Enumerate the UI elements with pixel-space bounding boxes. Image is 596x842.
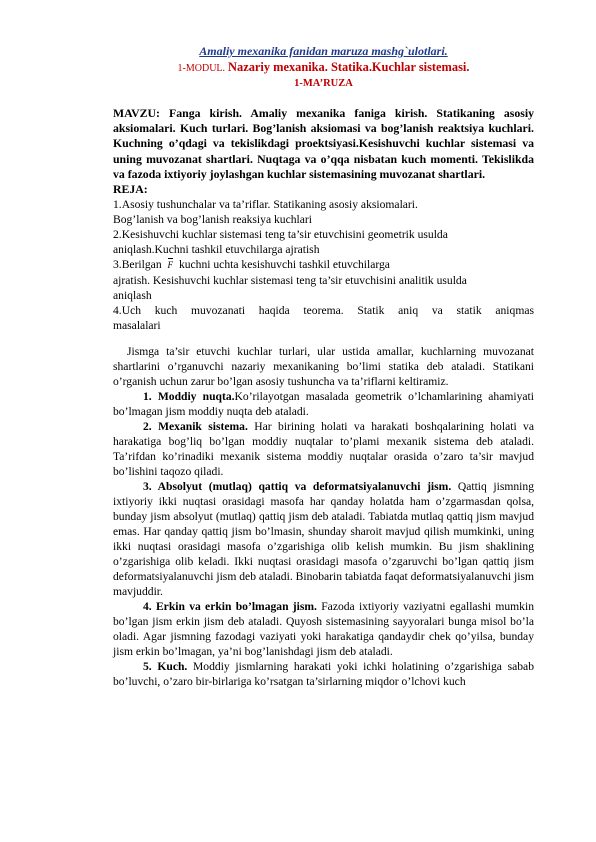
plan-line-6: ajratish. Kesishuvchi kuchlar sistemasi teng ta’sir etuvchisini analitik usulda	[113, 274, 467, 288]
plan-line-5-start: 3.Berilgan	[113, 258, 162, 272]
module-title: Nazariy mexanika. Statika.Kuchlar sistemasi.	[228, 60, 470, 74]
definition-2-text: Har birining holati va harakati boshqalarining holati va harakatiga bog’liq bo’lgan moddiy nuqtalar to’plami mexanik sistema deb ataladi. Ta’rifdan ko’rinadiki mexanik sistema moddiy nuqtalar orasida o’zaro ta’sir mavjud bo’lishini taqozo qiladi.	[113, 420, 534, 479]
force-vector-symbol: F	[165, 258, 177, 273]
course-title: Amaliy mexanika fanidan maruza mashg`ulotlari.	[199, 44, 448, 58]
definition-2-term: 2. Mexanik sistema.	[143, 420, 248, 434]
plan-line-5	[113, 257, 534, 273]
definition-2	[113, 419, 534, 479]
intro-paragraph: Jismga ta’sir etuvchi kuchlar turlari, ular ustida amallar, kuchlarning muvozanat shartlarini o’rganuvchi nazariy mexanikaning bo’limi statika deb ataladi. Statikani o’rganish uchun zarur bo’lgan asosiy tushuncha va ta’riflarni keltiramiz.	[113, 345, 534, 389]
definition-4-text: Fazoda ixtiyoriy vaziyatni egallashi mumkin bo’lgan jism erkin jism deb ataladi. Quyosh sistemasining sayyoralari bunga misol bo’la oladi. Agar jismning fazodagi vaziyati yoki harakatiga qandaydir chek qo’yilsa, bunday jism erkin bo’lmagan, ya’ni bog’lanishdagi jism deb ataladi.	[113, 600, 534, 659]
plan-line-8: 4.Uch kuch muvozanati haqida teorema. Statik aniq va statik aniqmas	[113, 304, 534, 318]
definition-4	[113, 599, 534, 659]
document-page	[113, 44, 534, 689]
definition-5-term: 5. Kuch.	[143, 660, 188, 674]
plan-line-7: aniqlash	[113, 289, 152, 303]
module-heading	[113, 60, 534, 76]
module-prefix: 1-MODUL.	[177, 63, 226, 74]
plan-line-5-end: kuchni uchta kesishuvchi tashkil etuvchilarga	[178, 258, 390, 272]
plan-line-9: masalalari	[113, 319, 161, 333]
definition-3-term: 3. Absolyut (mutlaq) qattiq va deformatsiyalanuvchi jism.	[143, 480, 452, 494]
plan-line-1: 1.Asosiy tushunchalar va ta’riflar. Statikaning asosiy aksiomalari.	[113, 198, 418, 212]
definition-3	[113, 479, 534, 599]
definition-5	[113, 659, 534, 689]
definition-3-text: Qattiq jismning ixtiyoriy ikki nuqtasi orasidagi masofa har qanday holatda ham o’zgarmasdan qolsa, bunday jism absolyut (mutlaq) qattiq jism deb ataladi. Tabiatda mutlaq qattiq jism mavjud emas. Har qanday qattiq jism bo’lmasin, shunday sharoit mavjud qilish mumkinki, uning ikki nuqtasi orasidagi masofa o’zgarishiga olib kelish mumkin. Bu jism shaklining o’zgarishiga olib keladi. Ikki nuqtasi orasidagi masofa o’zgaruvchi bo’lgan qattiq jism deformatsiyalanuvchi jism deb ataladi. Binobarin tabiatda faqat deformatsiyalanuvchi jism mavjuddir.	[113, 480, 534, 599]
plan-line-3: 2.Kesishuvchi kuchlar sistemasi teng ta’sir etuvchisini geometrik usulda	[113, 228, 448, 242]
definition-1	[113, 389, 534, 419]
definition-1-text: Ko’rilayotgan masalada geometrik o’lchamlarining ahamiyati bo’lmagan jism moddiy nuqta deb ataladi.	[113, 390, 534, 419]
plan-line-2: Bog’lanish va bog’lanish reaksiya kuchlari	[113, 213, 312, 227]
lecture-number: 1-MA’RUZA	[294, 78, 353, 89]
definition-1-term: 1. Moddiy nuqta.	[143, 390, 235, 404]
definition-4-term: 4. Erkin va erkin bo’lmagan jism.	[143, 600, 317, 614]
definition-5-text: Moddiy jismlarning harakati yoki ichki holatining o’zgarishiga sabab bo’luvchi, o’zaro bir-birlariga ko’rsatgan ta’sirlarning miqdor o’lchovi kuch	[113, 660, 534, 689]
plan-line-4: aniqlash.Kuchni tashkil etuvchilarga ajratish	[113, 243, 320, 257]
plan-heading: REJA:	[113, 182, 148, 197]
topic-paragraph: MAVZU: Fanga kirish. Amaliy mexanika faniga kirish. Statikaning asosiy aksiomalari. Kuch turlari. Bog’lanish aksiomasi va bog’lanish reaktsiya kuchlari. Kuchning o’qdagi va tekislikdagi proektsiyasi.Kesishuvchi kuchlar sistemasi va uning muvozanat shartlari. Nuqtaga va o’qqa nisbatan kuch momenti. Tekislikda va fazoda ixtiyoriy joylashgan kuchlar sistemasining muvozanat shartlari.	[113, 106, 534, 181]
